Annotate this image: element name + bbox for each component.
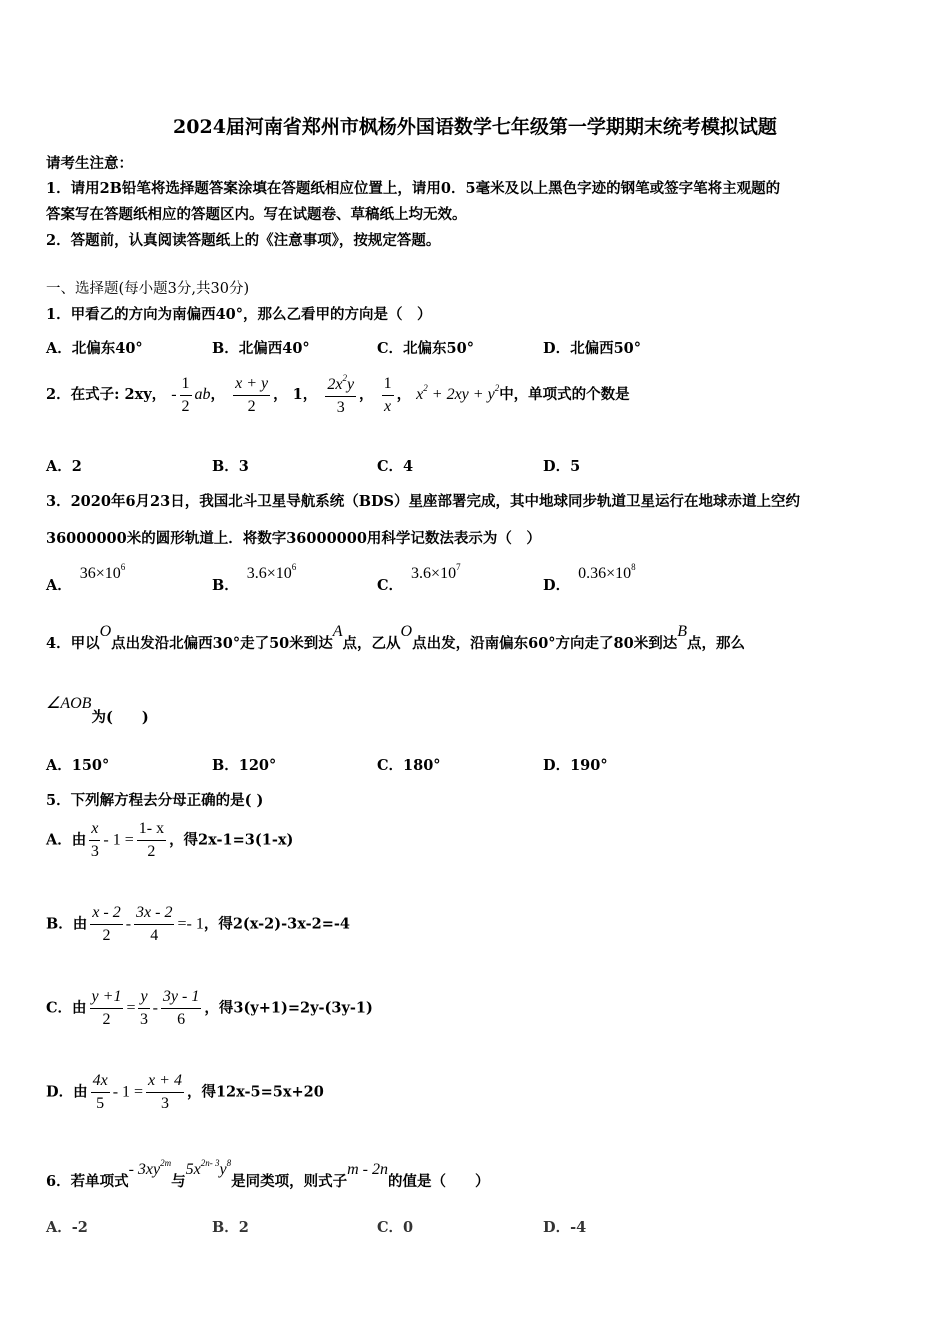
q2-expr1-sign: -	[171, 386, 177, 403]
q5-b-frac-1-num: x - 2	[90, 904, 122, 925]
q5-option-b-label: B．由	[46, 915, 88, 933]
q2-expr1-den: 2	[181, 397, 190, 415]
q5-option-c	[46, 988, 373, 1029]
q5-b-frac-1	[90, 904, 122, 945]
q3-option-b-label: B．	[212, 577, 239, 594]
q2-expr2-den: 2	[247, 397, 256, 415]
q1-option-d: D．北偏西50°	[543, 340, 642, 357]
q2-sep: ，	[210, 386, 226, 403]
q4-point-o-2: O	[400, 623, 413, 640]
q4-angle: ∠AOB	[46, 695, 92, 712]
q4-option-d: D．190°	[543, 757, 608, 774]
notice-item-1-line-2: 答案写在答题纸相应的答题区内。写在试题卷、草稿纸上均无效。	[46, 206, 467, 223]
q5-d-frac-2-den: 3	[161, 1095, 169, 1112]
q5-b-frac-2-num: 3x - 2	[134, 904, 174, 925]
q1-option-c: C．北偏东50°	[377, 340, 474, 357]
q2-expr4-num	[325, 373, 356, 397]
q2-stem	[46, 373, 630, 417]
q6-expression: m - 2n	[347, 1161, 388, 1178]
q5-d-frac-1	[91, 1072, 110, 1113]
q6-text-1: 6．若单项式	[46, 1173, 129, 1190]
q6-monomial-1-base: - 3xy	[128, 1161, 161, 1178]
q5-c-frac-2-den: 3	[140, 1011, 149, 1028]
q5-a-frac-2-den: 2	[147, 843, 156, 860]
q6-monomial-2-b: y	[219, 1161, 227, 1178]
q2-sep: ，	[302, 386, 318, 403]
q3-option-a-math	[79, 562, 126, 582]
q6-monomial-2-a: 5x	[185, 1161, 201, 1178]
q6-option-d: D．-4	[543, 1219, 587, 1236]
q2-expr6-a: x	[416, 386, 424, 403]
q2-expr4-fraction	[325, 373, 356, 417]
q2-tail: 中，单项式的个数是	[499, 386, 630, 403]
q2-sep: ，	[396, 386, 412, 403]
q6-option-a: A．-2	[46, 1219, 88, 1236]
q3-option-a-label: A．	[46, 577, 72, 594]
q2-option-b: B．3	[212, 458, 249, 475]
q2-expr6-sup2: 2	[494, 383, 500, 393]
q4-text-4: 点出发，沿南偏东60°方向走了80米到达	[412, 635, 678, 652]
q1-option-a: A．北偏东40°	[46, 340, 143, 357]
q6-stem	[46, 1158, 490, 1190]
q5-a-frac-1	[89, 820, 100, 861]
q5-c-mid: =	[126, 999, 136, 1017]
q6-monomial-2	[185, 1158, 232, 1178]
q5-option-b	[46, 904, 350, 945]
q5-c-frac-1-den: 2	[102, 1011, 111, 1028]
q6-text-3: 是同类项，则式子	[231, 1173, 348, 1190]
q4-option-b: B．120°	[212, 757, 277, 774]
q6-text-2: 与	[171, 1173, 186, 1190]
page-title: 2024届河南省郑州市枫杨外国语数学七年级第一学期期末统考模拟试题	[173, 116, 777, 138]
q3-option-d	[543, 562, 636, 594]
q2-expr4-num-b: y	[346, 376, 355, 393]
q6-monomial-1-sup: 2m	[160, 1158, 172, 1168]
q5-option-d-label: D．由	[46, 1083, 88, 1101]
q3-option-b-exp: 6	[291, 562, 297, 572]
q4-text-3: 点，乙从	[342, 635, 401, 652]
q5-d-frac-1-num: 4x	[91, 1072, 110, 1093]
q2-expr5-num: 1	[382, 375, 394, 396]
q5-b-rhs: =- 1	[177, 915, 204, 933]
q5-c-frac-2	[138, 988, 149, 1029]
q3-option-a	[46, 562, 126, 594]
q2-sep: ，	[359, 386, 374, 403]
q5-c-frac-1-num: y +1	[90, 988, 124, 1009]
q3-option-c-label: C．	[377, 577, 404, 594]
notice-heading: 请考生注意：	[46, 155, 133, 172]
q5-a-mid: - 1 =	[103, 831, 134, 849]
q3-option-c-exp: 7	[456, 562, 461, 572]
q5-b-frac-2	[134, 904, 174, 945]
q3-option-c	[377, 562, 461, 594]
q5-stem: 5．下列解方程去分母正确的是( )	[46, 792, 264, 809]
q6-monomial-2-sup-1: 2n- 3	[200, 1158, 220, 1168]
q5-a-frac-1-den: 3	[90, 843, 99, 860]
q3-option-a-base: 36×10	[79, 565, 121, 582]
q5-a-frac-2-num: 1- x	[137, 820, 166, 841]
q6-option-b: B．2	[212, 1219, 249, 1236]
q3-stem-line-2: 36000000米的圆形轨道上．将数字36000000用科学记数法表示为（ ）	[46, 530, 541, 547]
q4-text-5: 点，那么	[687, 635, 745, 652]
q4-stem-line-2	[46, 692, 149, 726]
q4-point-b: B	[677, 623, 687, 640]
q5-option-a	[46, 820, 293, 861]
q2-expr3: 1	[292, 386, 303, 403]
q3-option-a-exp: 6	[120, 562, 126, 572]
q6-monomial-1	[128, 1158, 172, 1178]
q5-d-result: ，得12x-5=5x+20	[186, 1083, 324, 1101]
q3-option-b-math	[246, 562, 297, 582]
q6-option-c: C．0	[377, 1219, 414, 1236]
q5-b-frac-2-den: 4	[150, 927, 159, 944]
q4-point-a: A	[332, 623, 343, 640]
q2-expr1-fraction	[180, 375, 192, 416]
q5-c-frac-1	[90, 988, 124, 1029]
notice-item-2: 2．答题前，认真阅读答题纸上的《注意事项》，按规定答题。	[46, 232, 441, 249]
q3-option-b-base: 3.6×10	[246, 565, 292, 582]
q3-option-b	[212, 562, 297, 594]
q1-option-b: B．北偏西40°	[212, 340, 310, 357]
q3-option-d-base: 0.36×10	[578, 565, 632, 582]
q3-option-c-base: 3.6×10	[411, 565, 457, 582]
q2-expr2-num: x + y	[233, 375, 270, 396]
q3-option-d-exp: 8	[631, 562, 636, 572]
q5-d-frac-2	[146, 1072, 184, 1113]
q5-c-mid-2: -	[152, 999, 158, 1017]
q2-expr4-num-a: 2x	[327, 376, 343, 393]
q2-expr1-tail: ab	[194, 386, 211, 403]
q4-option-c: C．180°	[377, 757, 441, 774]
q2-expr4-den: 3	[336, 399, 345, 416]
q2-expr5-den: x	[384, 397, 392, 415]
q5-d-frac-1-den: 5	[96, 1095, 105, 1112]
q2-expr6-b: + 2xy + y	[427, 386, 495, 403]
q2-expr6-sup1: 2	[423, 383, 428, 393]
q1-stem: 1．甲看乙的方向为南偏西40°，那么乙看甲的方向是（ ）	[46, 306, 432, 323]
q2-sep: ，	[273, 386, 288, 403]
q5-a-frac-2	[137, 820, 166, 861]
q2-expr4-num-sup: 2	[342, 373, 347, 383]
q5-b-result: ，得2(x-2)-3x-2=-4	[203, 915, 350, 933]
q5-option-c-label: C．由	[46, 999, 87, 1017]
q4-stem	[46, 620, 745, 652]
q4-text-1: 4．甲以	[46, 635, 100, 652]
q5-b-mid: -	[125, 915, 132, 933]
q2-expr1-num: 1	[180, 375, 192, 396]
q2-option-c: C．4	[377, 458, 414, 475]
section-heading: 一、选择题(每小题3分,共30分)	[46, 281, 250, 297]
q5-c-frac-3-den: 6	[177, 1011, 186, 1028]
notice-item-1-line-1: 1．请用2B铅笔将选择题答案涂填在答题纸相应位置上，请用0．5毫米及以上黑色字迹的钢笔或签字笔将主观题的	[46, 180, 781, 197]
q3-option-c-math	[411, 562, 461, 582]
q2-option-d: D．5	[543, 458, 581, 475]
q3-option-d-math	[578, 562, 636, 582]
q3-stem-line-1: 3．2020年6月23日，我国北斗卫星导航系统（BDS）星座部署完成，其中地球同步轨道卫星运行在地球赤道上空约	[46, 493, 801, 510]
q5-c-frac-3	[161, 988, 201, 1029]
q4-option-a: A．150°	[46, 757, 110, 774]
q2-lead: 2．在式子: 2xy，	[46, 386, 167, 403]
q5-c-frac-3-num: 3y - 1	[161, 988, 201, 1009]
q2-expr5-fraction	[382, 375, 394, 416]
q2-expr6	[416, 383, 500, 403]
q5-option-a-label: A．由	[46, 831, 87, 849]
q4-point-o-1: O	[99, 623, 112, 640]
q5-option-d	[46, 1072, 324, 1113]
q5-c-frac-2-num: y	[138, 988, 149, 1009]
q5-a-result: ，得2x-1=3(1-x)	[169, 831, 294, 849]
q6-text-4: 的值是（ ）	[387, 1173, 490, 1190]
q6-monomial-2-sup-2: 8	[226, 1158, 232, 1168]
q2-expr2-fraction	[233, 375, 270, 416]
q5-b-frac-1-den: 2	[102, 927, 111, 944]
q5-d-frac-2-num: x + 4	[146, 1072, 184, 1093]
q5-d-mid: - 1 =	[112, 1083, 144, 1101]
q4-text-6: 为( )	[91, 709, 149, 726]
q4-text-2: 点出发沿北偏西30°走了50米到达	[111, 635, 333, 652]
q3-option-d-label: D．	[543, 577, 571, 594]
q5-c-result: ，得3(y+1)=2y-(3y-1)	[204, 999, 373, 1017]
q2-option-a: A．2	[46, 458, 82, 475]
q5-a-frac-1-num: x	[89, 820, 100, 841]
